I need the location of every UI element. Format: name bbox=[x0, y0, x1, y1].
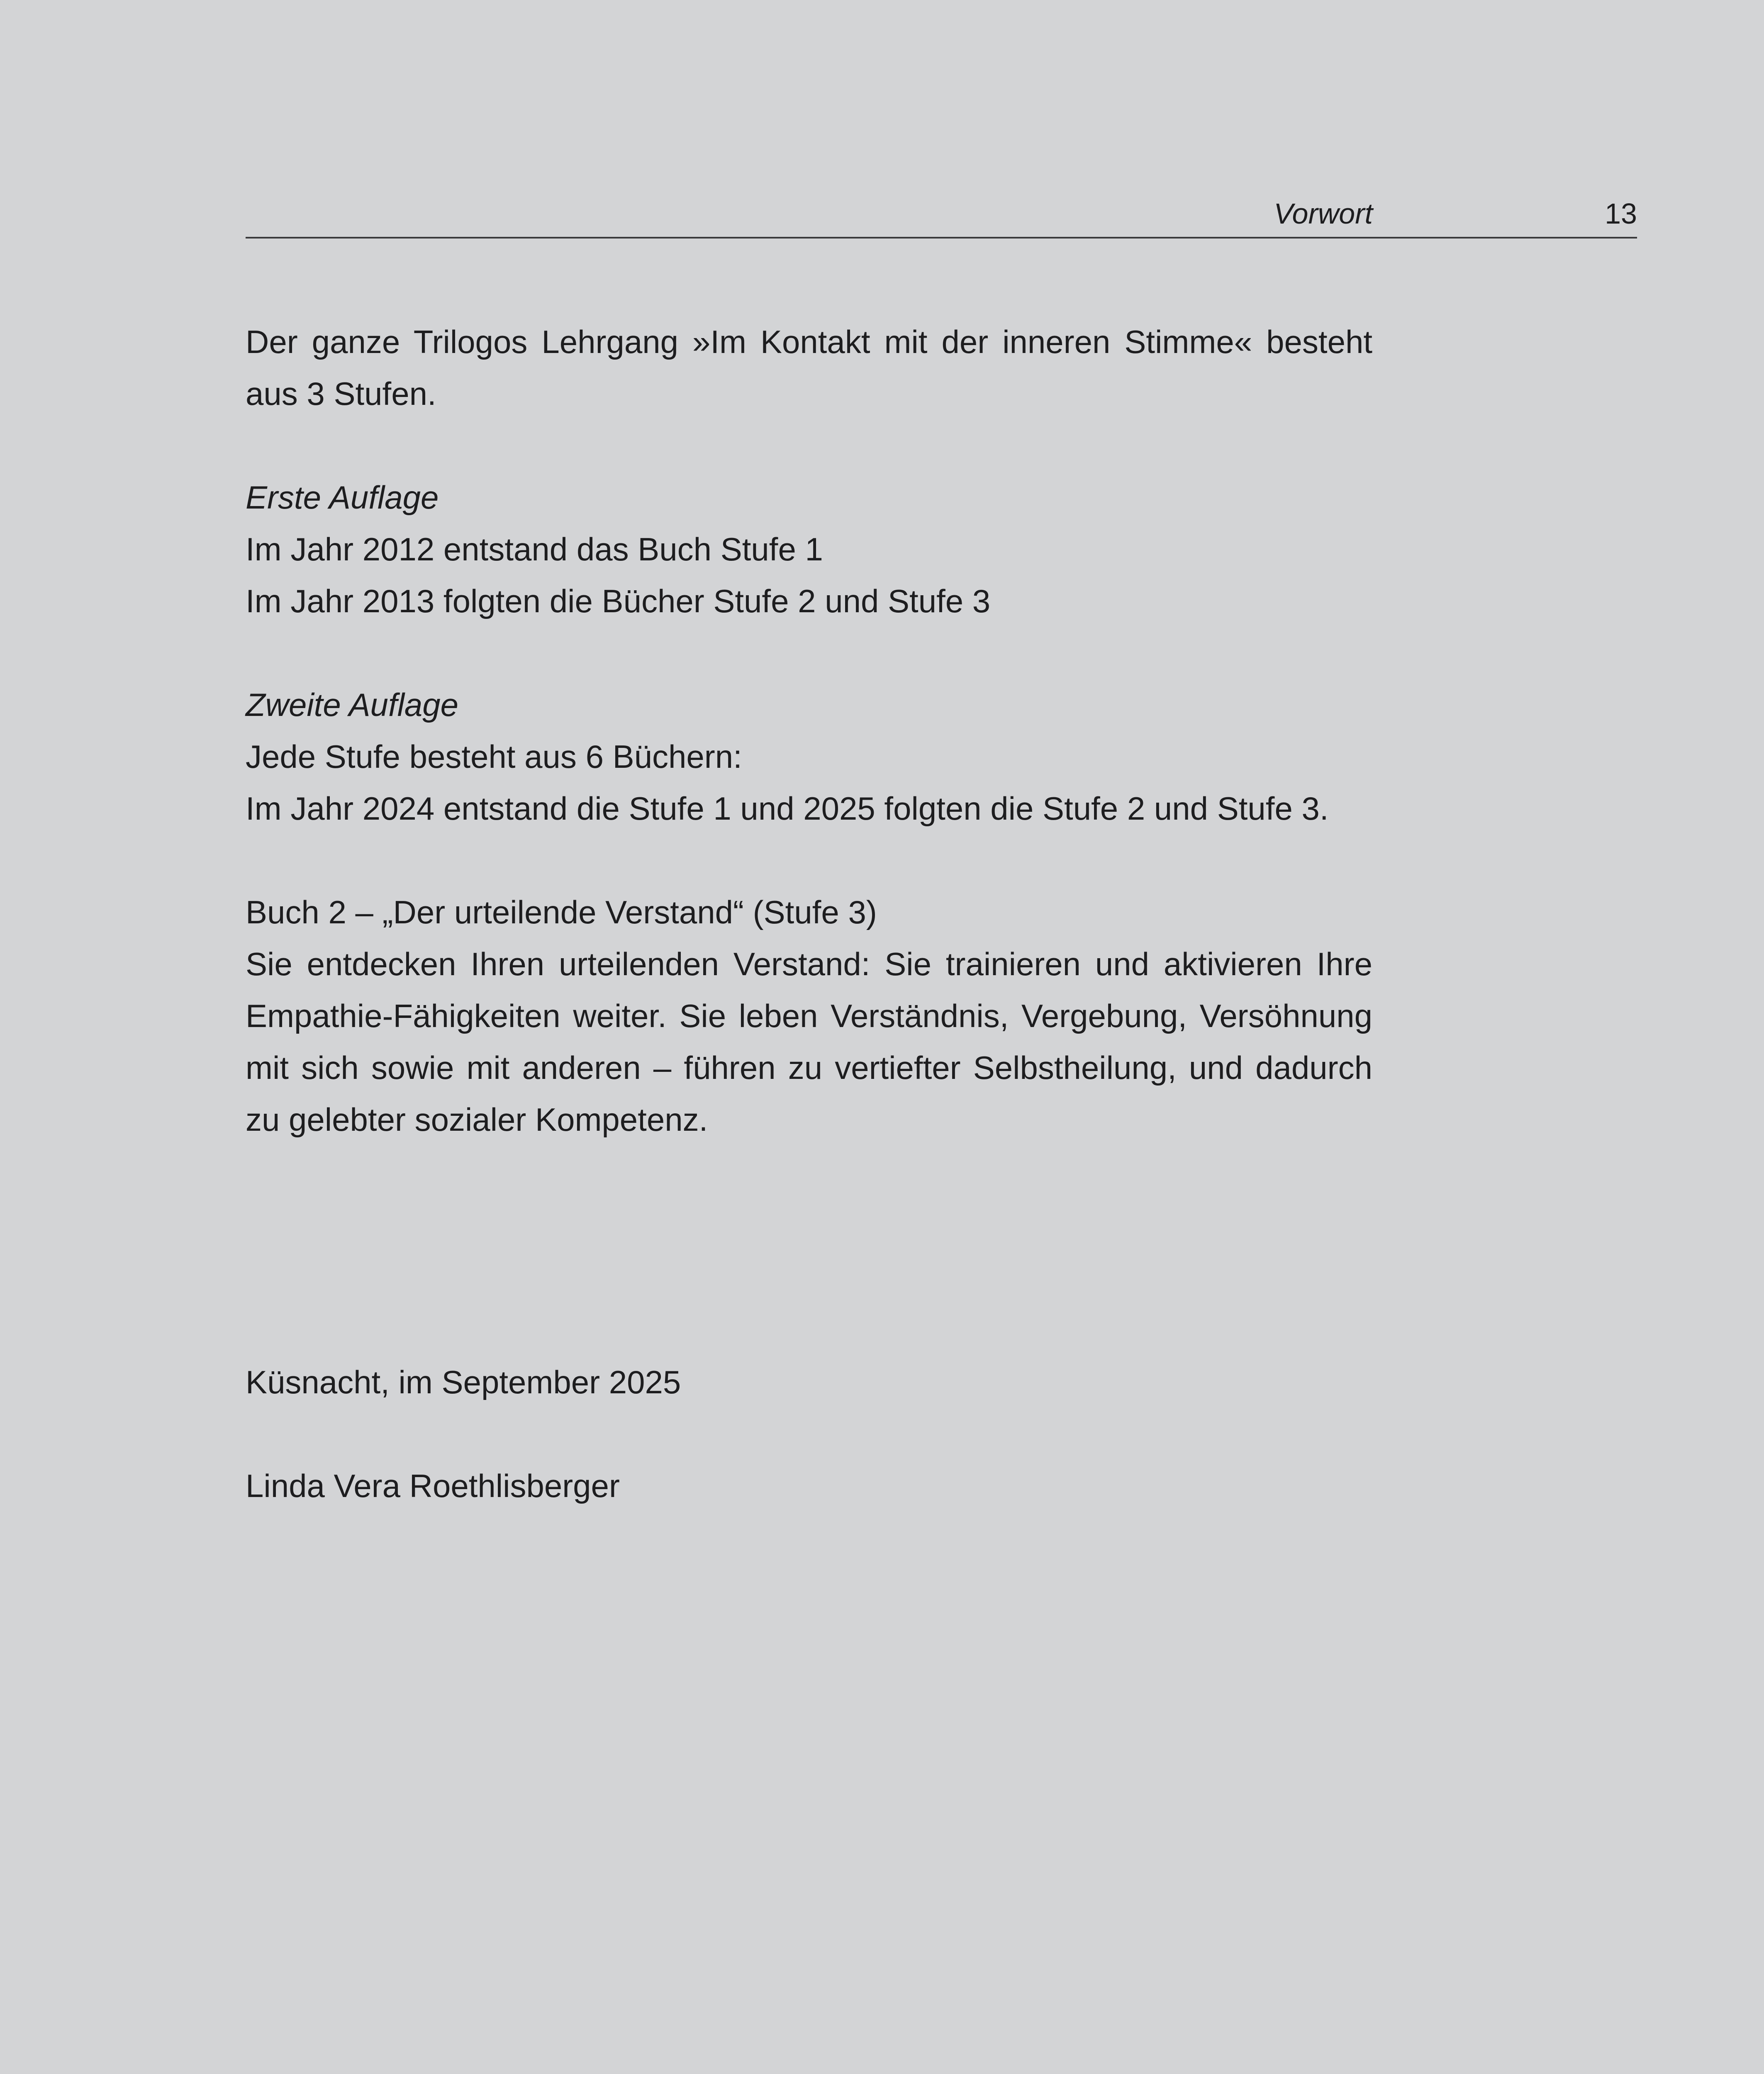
first-edition-line: Im Jahr 2012 entstand das Buch Stufe 1 bbox=[246, 531, 823, 567]
running-header bbox=[246, 195, 1637, 236]
first-edition-heading: Erste Auflage bbox=[246, 479, 439, 516]
first-edition-block bbox=[246, 472, 1372, 627]
second-edition-line: Im Jahr 2024 entstand die Stufe 1 und 2025 folgten die Stufe 2 und Stufe 3. bbox=[246, 790, 1329, 827]
intro-paragraph bbox=[246, 316, 1372, 420]
page-number: 13 bbox=[1605, 197, 1637, 230]
second-edition-heading: Zweite Auflage bbox=[246, 686, 459, 723]
header-rule bbox=[246, 237, 1637, 239]
book-block bbox=[246, 886, 1372, 1146]
second-edition-line: Jede Stufe besteht aus 6 Büchern: bbox=[246, 738, 742, 775]
page-body bbox=[246, 316, 1372, 1198]
closing-block bbox=[246, 1356, 681, 1564]
author-name: Linda Vera Roethlisberger bbox=[246, 1468, 620, 1504]
book-title: Buch 2 – „Der urteilende Verstand“ (Stufe 3) bbox=[246, 894, 877, 930]
intro-text: Der ganze Trilogos Lehrgang »Im Kontakt mit der inneren Stimme« besteht aus 3 Stufen. bbox=[246, 324, 1372, 412]
section-title: Vorwort bbox=[1274, 197, 1373, 230]
second-edition-block bbox=[246, 679, 1372, 835]
place-date: Küsnacht, im September 2025 bbox=[246, 1364, 681, 1400]
book-description: Sie entdecken Ihren urteilenden Verstand: Sie trainieren und aktivieren Ihre Empathie-Fähigkeiten weiter. Sie leben Verständnis, Vergebung, Versöhnung mit sich sowie mit anderen – führen zu vertiefter Selbstheilung, und dadurch zu gelebter sozialer Kompetenz. bbox=[246, 946, 1372, 1138]
first-edition-line: Im Jahr 2013 folgten die Bücher Stufe 2 und Stufe 3 bbox=[246, 583, 991, 619]
